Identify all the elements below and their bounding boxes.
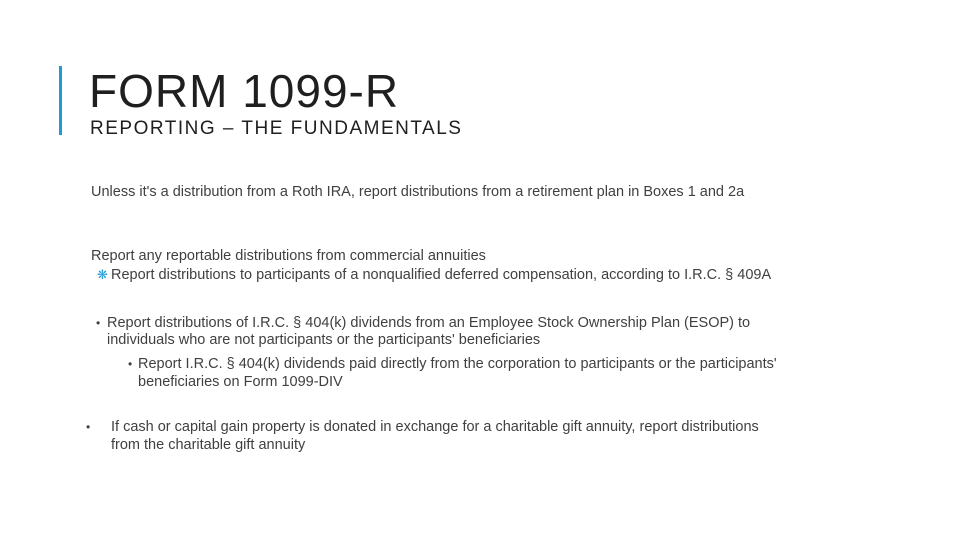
bullet-icon: • — [86, 420, 91, 434]
paragraph-roth-ira: Unless it's a distribution from a Roth IRA, report distributions from a retirement plan in Boxes 1 and 2a — [91, 184, 745, 200]
paragraph-esop-line1: Report distributions of I.R.C. § 404(k) dividends from an Employee Stock Ownership Plan (ESOP) to — [107, 315, 751, 331]
slide-subtitle: REPORTING – THE FUNDAMENTALS — [90, 118, 463, 139]
star-bullet-icon: ❋ — [97, 267, 108, 282]
bullet-icon: • — [128, 357, 133, 371]
paragraph-commercial-annuities: Report any reportable distributions from commercial annuities — [91, 248, 486, 264]
paragraph-esop-line2: individuals who are not participants or the participants' beneficiaries — [107, 332, 541, 348]
title-accent-bar — [59, 66, 62, 135]
paragraph-nonqualified-deferred: Report distributions to participants of a nonqualified deferred compensation, according to I.R.C. § 409A — [111, 267, 772, 283]
paragraph-charitable-gift-line1: If cash or capital gain property is donated in exchange for a charitable gift annuity, report distributions — [111, 419, 759, 435]
paragraph-form-1099-div-line2: beneficiaries on Form 1099-DIV — [138, 374, 343, 390]
slide-title: FORM 1099-R — [89, 65, 400, 117]
paragraph-charitable-gift-line2: from the charitable gift annuity — [111, 437, 306, 453]
bullet-icon: • — [96, 316, 101, 330]
paragraph-form-1099-div-line1: Report I.R.C. § 404(k) dividends paid directly from the corporation to participants or the participants' — [138, 356, 777, 372]
